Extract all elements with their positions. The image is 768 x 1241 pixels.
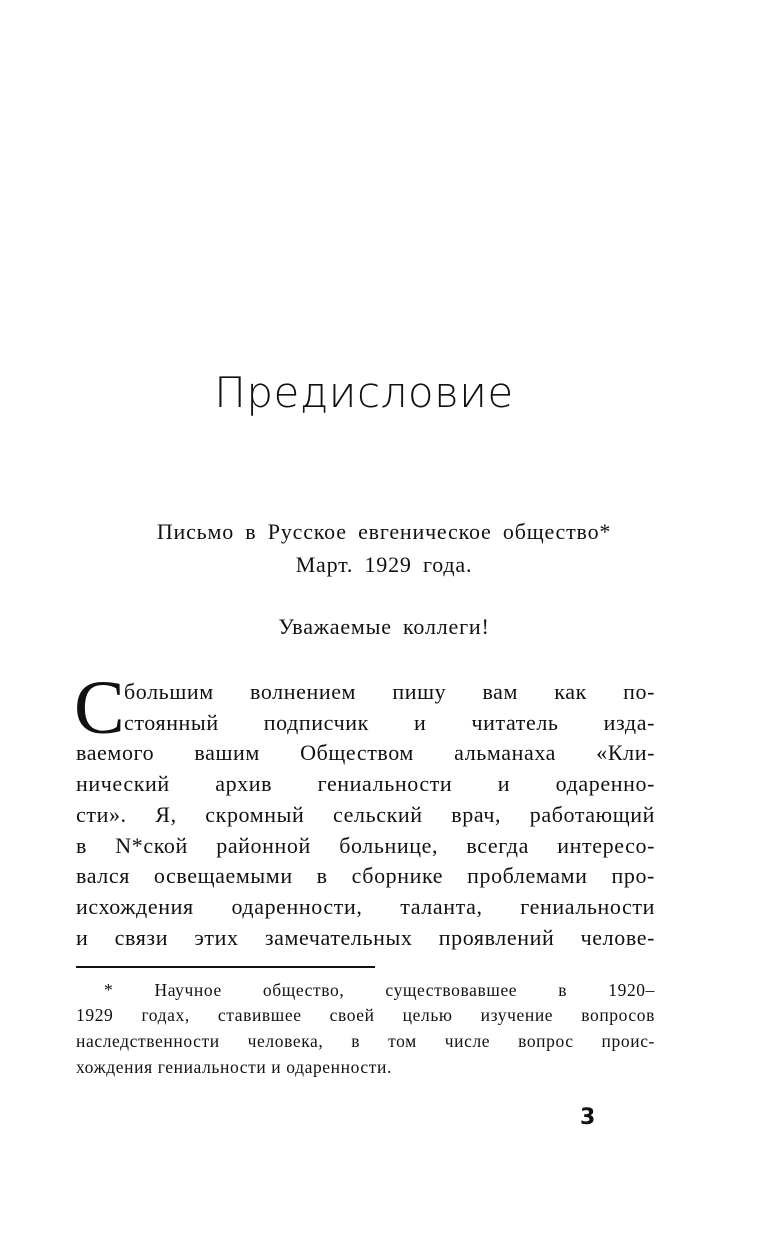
footnote-divider: [76, 966, 375, 968]
body-line: ваемого вашим Обществом альманаха «Кли-: [76, 740, 655, 765]
body-line: сти». Я, скромный сельский врач, работающий: [76, 802, 655, 827]
body-line: нический архив гениальности и одаренно-: [76, 771, 655, 796]
epigraph-line-1: Письмо в Русское евгеническое общество*: [156, 519, 612, 544]
body-line: и связи этих замечательных проявлений челове-: [76, 925, 655, 950]
footnote-line: 1929 годах, ставившее своей целью изучение вопросов: [76, 1005, 655, 1025]
body-line: стоянный подписчик и читатель изда-: [124, 710, 655, 735]
salutation: Уважаемые коллеги!: [278, 614, 490, 639]
epigraph-line-2: Март. 1929 года.: [295, 552, 473, 577]
body-line: исхождения одаренности, таланта, гениальности: [76, 894, 655, 919]
footnote-line: хождения гениальности и одаренности.: [76, 1057, 392, 1077]
footnote-line: * Научное общество, существовавшее в 1920–: [104, 980, 655, 1000]
footnote-line: наследственности человека, в том числе вопрос проис-: [76, 1031, 655, 1051]
chapter-title: Предисловие: [214, 368, 514, 417]
body-line: большим волнением пишу вам как по-: [124, 679, 655, 704]
body-line: в N*ской районной больнице, всегда интересо-: [76, 833, 655, 858]
page-number: 3: [580, 1105, 596, 1130]
body-line: вался освещаемыми в сборнике проблемами про-: [76, 863, 655, 888]
drop-cap: С: [74, 666, 125, 750]
